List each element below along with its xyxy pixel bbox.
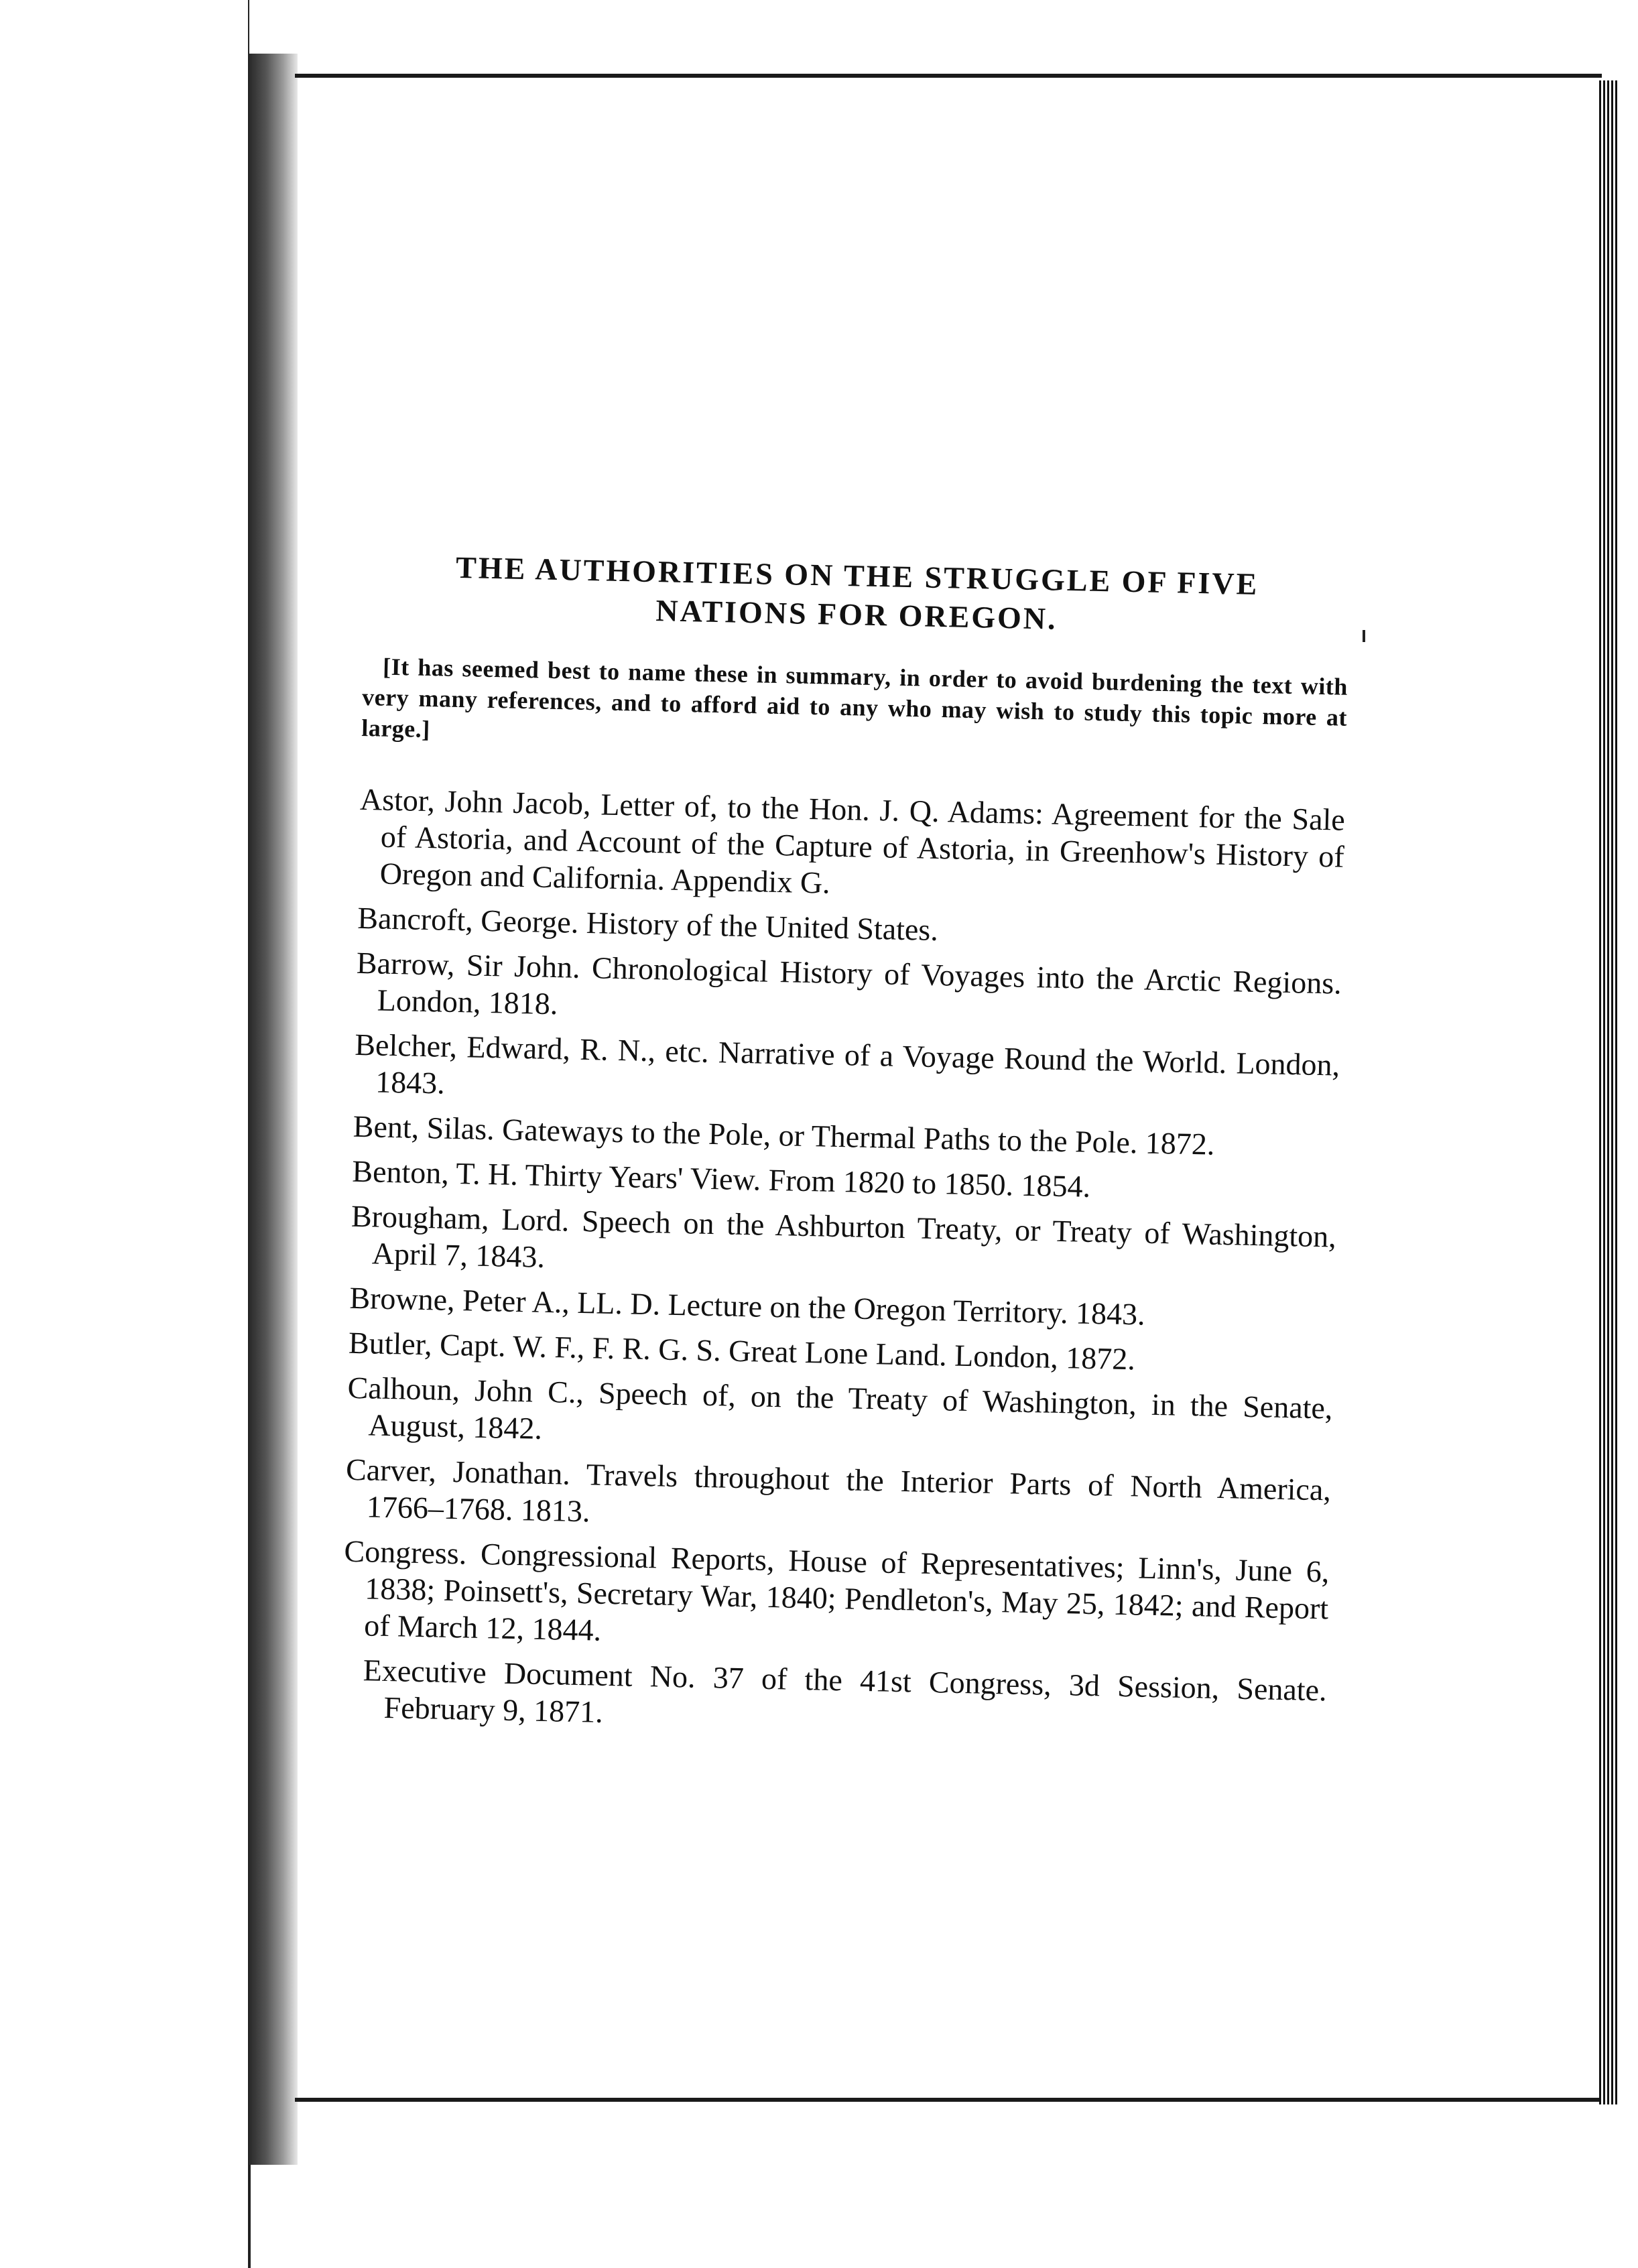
bibliography-entry-brougham: Brougham, Lord. Speech on the Ashburton Treaty, or Treaty of Washington, April 7, 1843.	[351, 1198, 1337, 1274]
bibliography-entry-browne: Browne, Peter A., LL. D. Lecture on the Oregon Territory. 1843.	[349, 1280, 1146, 1332]
bibliography-entry-barrow: Barrow, Sir John. Chronological History of Voyages into the Arctic Regions. London, 1818.	[356, 945, 1342, 1021]
page-content	[340, 546, 1350, 1753]
page-title-line-2: NATIONS FOR OREGON.	[655, 593, 1058, 636]
facing-page-edge	[0, 0, 251, 2268]
bibliography-entry-astor: Astor, John Jacob, Letter of, to the Hon. J. Q. Adams: Agreement for the Sale of Astoria, and Account of the Capture of Astoria, in Greenhow's History of Oregon and California. Appendix G.	[359, 781, 1346, 900]
bibliography-list	[340, 781, 1345, 1745]
bibliography-entry-benton: Benton, T. H. Thirty Years' View. From 1820 to 1850. 1854.	[351, 1153, 1091, 1204]
book-gutter-shadow	[249, 54, 298, 2165]
bibliography-entry-belcher: Belcher, Edward, R. N., etc. Narrative of a Voyage Round the World. London, 1843.	[354, 1027, 1340, 1100]
bibliography-entry-butler: Butler, Capt. W. F., F. R. G. S. Great Lone Land. London, 1872.	[348, 1325, 1136, 1377]
bibliography-entry-carver: Carver, Jonathan. Travels throughout the Interior Parts of North America, 1766–1768. 1813.	[345, 1452, 1332, 1529]
bibliography-entry-calhoun: Calhoun, John C., Speech of, on the Treaty of Washington, in the Senate, August, 1842.	[347, 1370, 1333, 1446]
scan-speck	[1363, 630, 1365, 642]
page-bottom-edge	[295, 2098, 1602, 2102]
bibliography-entry-congress: Congress. Congressional Reports, House of Representatives; Linn's, June 6, 1838; Poinsett's, Secretary War, 1840; Pendleton's, May 25, 1842; and Report of March 12, 1844.	[344, 1533, 1330, 1647]
page-title	[364, 546, 1350, 645]
page-top-edge	[295, 74, 1602, 78]
editorial-note: [It has seemed best to name these in summary, in order to avoid burdening the text with very many references, and to afford aid to any who may wish to study this topic more at large.]	[361, 653, 1348, 743]
page-title-line-1: THE AUTHORITIES ON THE STRUGGLE OF FIVE	[455, 550, 1259, 601]
bibliography-entry-bancroft: Bancroft, George. History of the United States.	[357, 900, 939, 948]
bibliography-entry-bent: Bent, Silas. Gateways to the Pole, or Thermal Paths to the Pole. 1872.	[353, 1109, 1215, 1161]
page-fore-edge	[1599, 80, 1618, 2104]
gutter-top	[249, 0, 303, 60]
bibliography-entry-executive-document: Executive Document No. 37 of the 41st Congress, 3d Session, Senate. February 9, 1871.	[363, 1653, 1328, 1729]
